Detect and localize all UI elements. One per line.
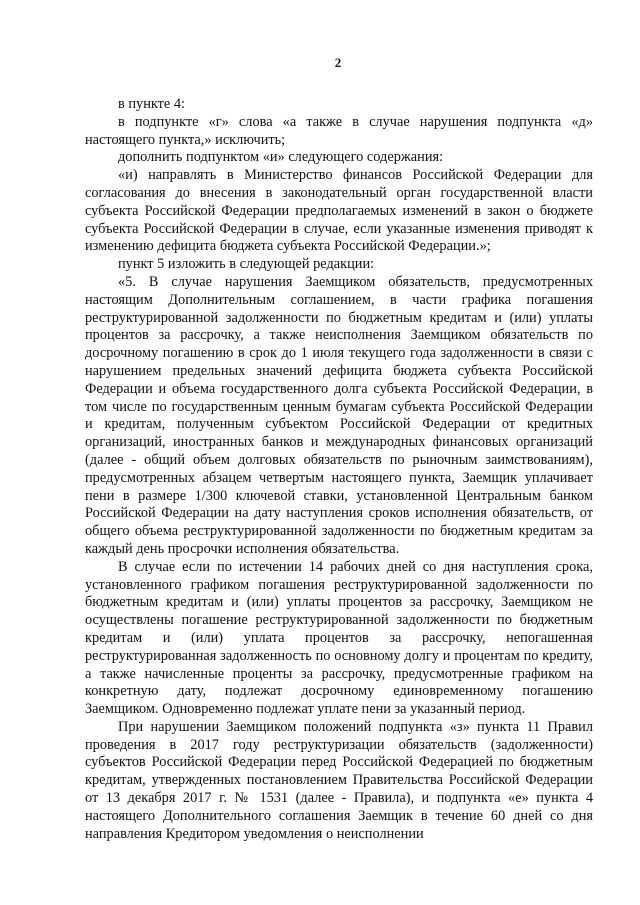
paragraph-6: «5. В случае нарушения Заемщиком обязательств, предусмотренных настоящим Дополнительным соглашением, в части графика погашения реструктурированной задолженности по бюджетным кредитам и (или) уплаты процентов за рассрочку, а также неисполнения Заемщиком обязательств по досрочному погашению в срок до 1 июля текущего года задолженности в связи с нарушением предельных значений дефицита бюджета субъекта Российской Федерации и объема государственного долга субъекта Российской Федерации, в том числе по государственным ценным бумагам субъекта Российской Федерации и кредитам, полученным субъектом Российской Федерации от кредитных организаций, иностранных банков и международных финансовых организаций (далее - общий объем долговых обязательств по рыночным заимствованиям), предусмотренных абзацем четвертым настоящего пункта, Заемщик уплачивает пени в размере 1/300 ключевой ставки, установленной Центральным банком Российской Федерации на дату наступления сроков исполнения обязательств, от общего объема реструктурированной задолженности по бюджетным кредитам за каждый день просрочки исполнения обязательства. bbox=[85, 273, 593, 557]
paragraph-4: «и) направлять в Министерство финансов Российской Федерации для согласования до внесения в законодательный орган государственной власти субъекта Российской Федерации предполагаемых изменений в закон о бюджете субъекта Российской Федерации в случае, если указанные изменения приводят к изменению дефицита бюджета субъекта Российской Федерации.»; bbox=[85, 167, 593, 255]
paragraph-3: дополнить подпунктом «и» следующего содержания: bbox=[118, 149, 444, 166]
paragraph-5: пункт 5 изложить в следующей редакции: bbox=[118, 256, 375, 273]
paragraph-7: В случае если по истечении 14 рабочих дней со дня наступления срока, установленного графиком погашения реструктурированной задолженности по бюджетным кредитам и (или) уплаты процентов за рассрочку, Заемщиком не осуществлены погашение реструктурированной задолженности по бюджетным кредитам и (или) уплата процентов за рассрочку, непогашенная реструктурированная задолженность по основному долгу и процентам по кредиту, а также начисленные проценты за рассрочку, предусмотренные графиком на конкретную дату, подлежат досрочному единовременному погашению Заемщиком. Одновременно подлежат уплате пени за указанный период. bbox=[85, 558, 593, 718]
page-number: 2 bbox=[334, 55, 342, 70]
paragraph-1: в пункте 4: bbox=[118, 96, 186, 112]
paragraph-8: При нарушении Заемщиком положений подпункта «з» пункта 11 Правил проведения в 2017 году реструктуризации обязательств (задолженности) субъектов Российской Федерации перед Российской Федерацией по бюджетным кредитам, утвержденных постановлением Правительства Российской Федерации от 13 декабря 2017 г. № 1531 (далее - Правила), и подпункта «е» пункта 4 настоящего Дополнительного соглашения Заемщик в течение 60 дней со дня направления Кредитором уведомления о неисполнении bbox=[85, 718, 593, 842]
document-body bbox=[85, 96, 593, 843]
paragraph-2: в подпункте «г» слова «а также в случае нарушения подпункта «д» настоящего пункта,» исключить; bbox=[85, 113, 593, 148]
